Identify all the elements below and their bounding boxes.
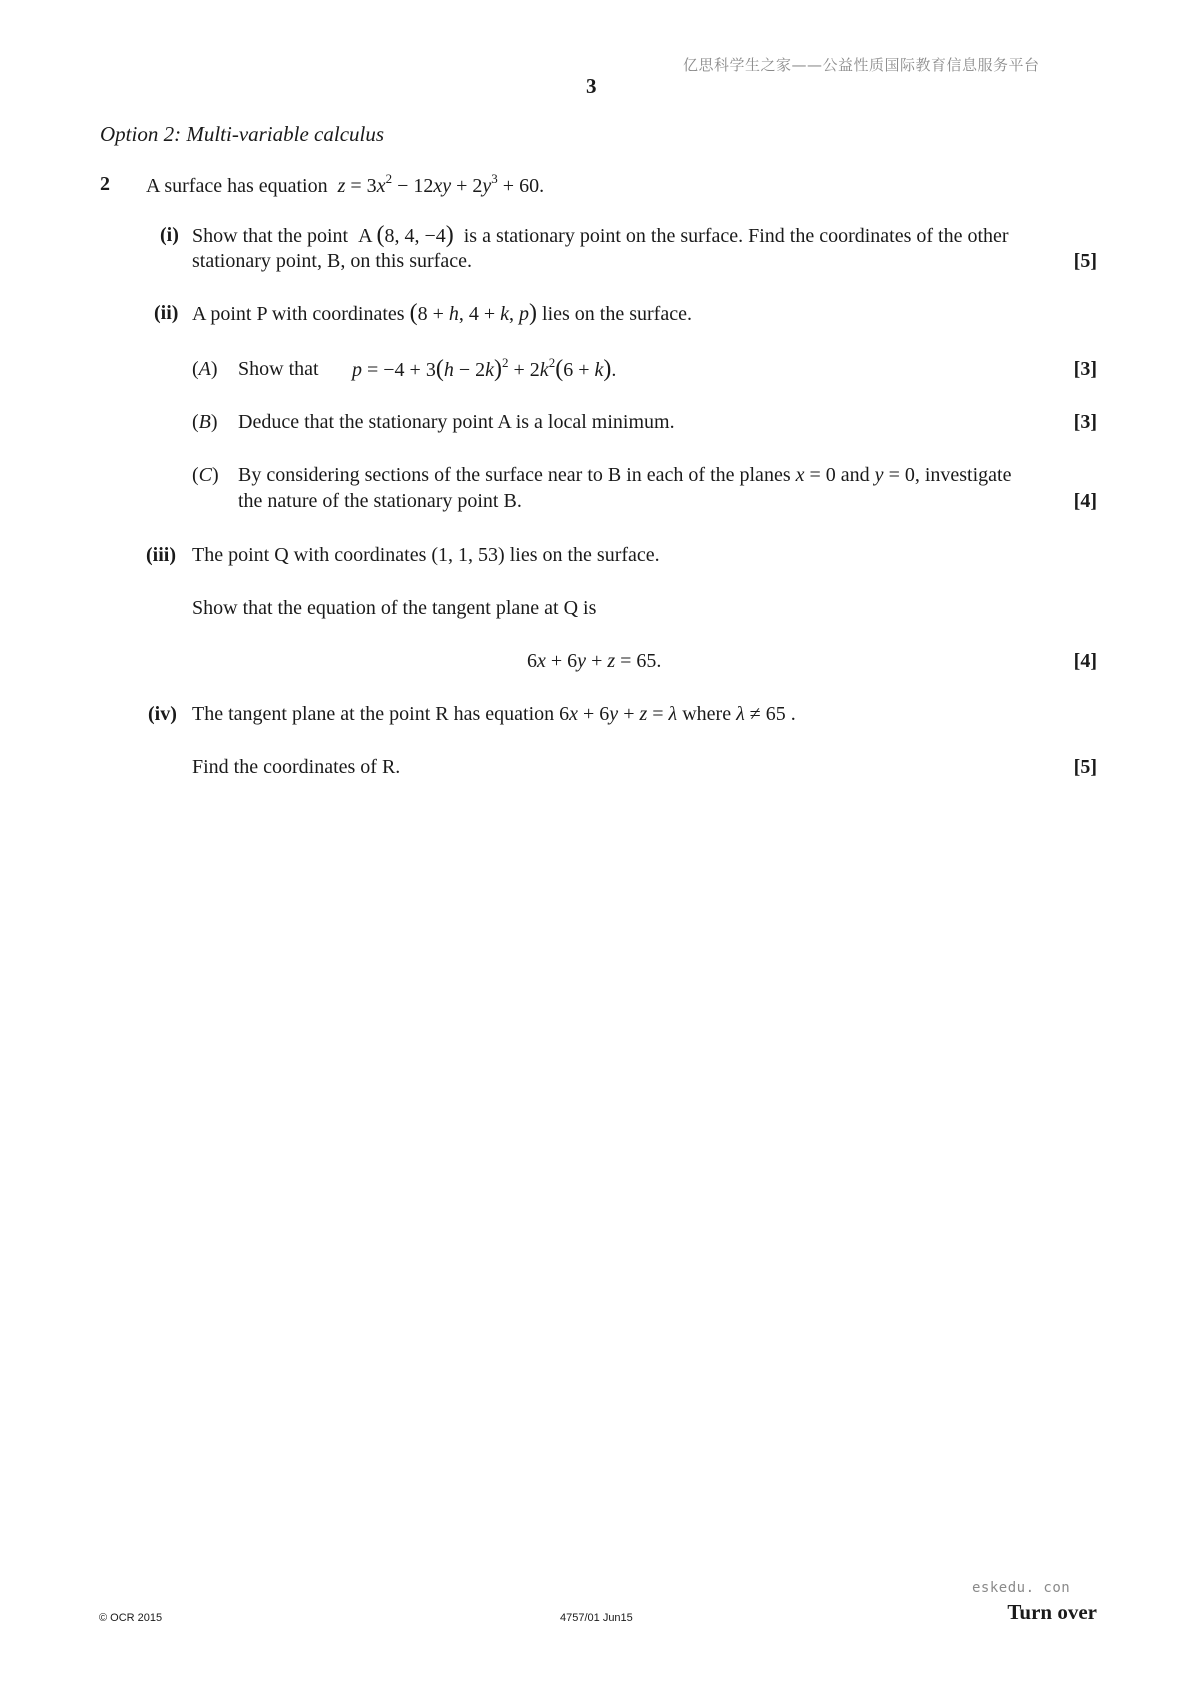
part-iv-text2: Find the coordinates of R.	[192, 756, 401, 778]
part-ii-b-marks: [3]	[1073, 411, 1097, 433]
part-iv-marks: [5]	[1073, 756, 1097, 778]
part-ii-c-line2: the nature of the stationary point B.	[238, 490, 522, 512]
footer-copyright: © OCR 2015	[99, 1612, 163, 1624]
lambda-condition: λ ≠ 65	[736, 703, 786, 725]
part-ii-c-text: By considering sections of the surface near to B in each of the planes x = 0 and y = 0, investigate	[238, 464, 1012, 486]
page-number: 3	[586, 74, 597, 98]
part-i-line2: stationary point, B, on this surface.	[192, 250, 472, 272]
surface-equation: $z = 3x^2 - 12xy + 2y^3 + 60$.	[337, 171, 545, 197]
tangent-plane-equation: 6x + 6y + z = 65.	[527, 650, 662, 672]
plane-x-zero: x = 0	[795, 464, 836, 486]
part-ii-b-label: (B)	[192, 411, 218, 433]
question-intro: A surface has equation $z = 3x^2 - 12xy + 2y^3 + 60$.	[146, 171, 545, 197]
part-ii-b-text: Deduce that the stationary point A is a local minimum.	[238, 411, 675, 433]
part-ii-c-label: (C)	[192, 464, 219, 486]
point-a-coords: (8, 4, −4)	[376, 222, 454, 248]
part-i-text: Show that the point A (8, 4, −4) is a stationary point on the surface. Find the coordinates of the other	[192, 222, 1009, 248]
footer-code: 4757/01 Jun15	[560, 1612, 633, 1624]
part-iii-marks: [4]	[1073, 650, 1097, 672]
part-iii-text2: Show that the equation of the tangent plane at Q is	[192, 597, 597, 619]
point-p-coords: (8 + h, 4 + k, p)	[409, 300, 538, 326]
part-iv-label: (iv)	[148, 703, 177, 725]
part-ii-a-text: Show that	[238, 358, 319, 380]
part-iii-text: The point Q with coordinates (1, 1, 53) lies on the surface.	[192, 544, 660, 566]
plane-y-zero: y = 0	[874, 464, 915, 486]
turn-over-label: Turn over	[1007, 1600, 1097, 1624]
part-ii-c-marks: [4]	[1073, 490, 1097, 512]
part-ii-a-marks: [3]	[1073, 358, 1097, 380]
header-watermark: 亿思科学生之家——公益性质国际教育信息服务平台	[683, 56, 1040, 74]
part-iii-label: (iii)	[146, 544, 176, 566]
part-ii-a-equation: $p = -4 + 3(h - 2k)^2 + 2k^2(6 + k)$.	[352, 355, 617, 382]
part-ii-a-label: (A)	[192, 358, 218, 380]
part-i-label: (i)	[160, 224, 179, 246]
footer-watermark: eskedu. con	[972, 1580, 1071, 1596]
part-i-marks: [5]	[1073, 250, 1097, 272]
plane-r-equation: 6x + 6y + z = λ	[559, 703, 678, 725]
part-ii-label: (ii)	[154, 302, 179, 324]
part-ii-text: A point P with coordinates (8 + h, 4 + k, p) lies on the surface.	[192, 300, 692, 326]
option-heading: Option 2: Multi-variable calculus	[100, 122, 385, 146]
question-number: 2	[100, 173, 110, 195]
part-iv-text: The tangent plane at the point R has equation 6x + 6y + z = λ where λ ≠ 65 .	[192, 703, 796, 725]
